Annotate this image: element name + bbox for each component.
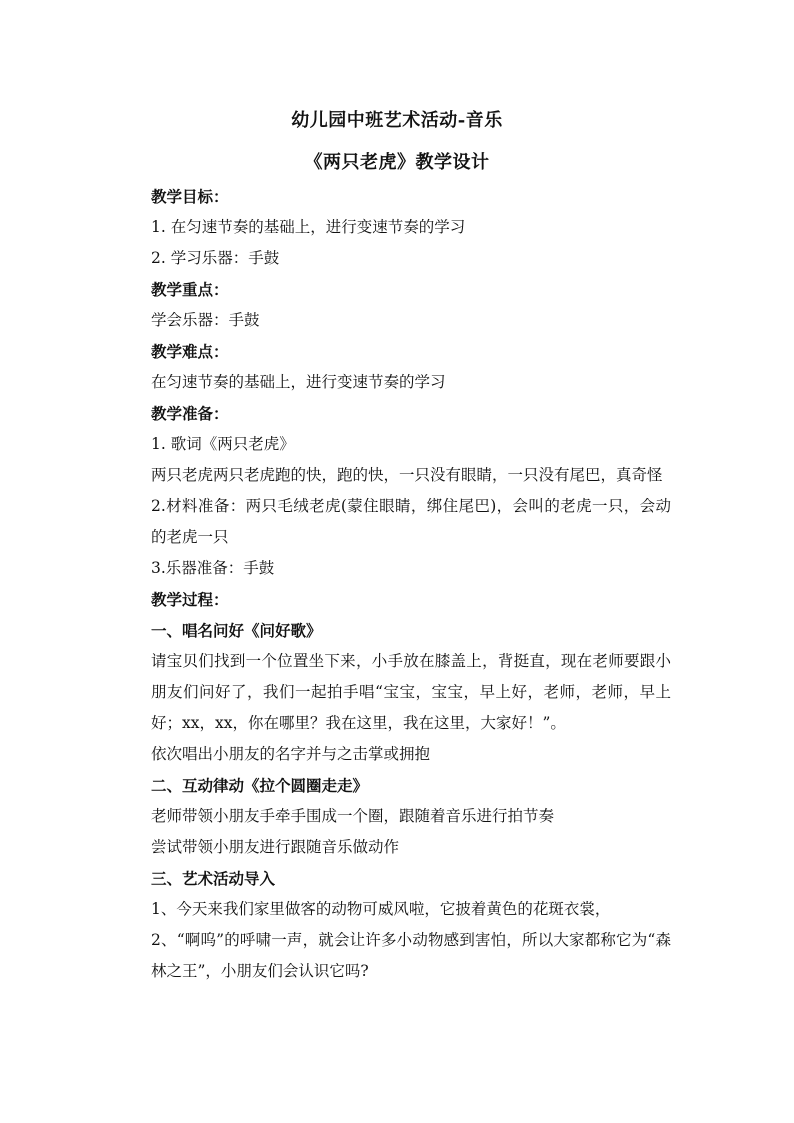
materials-text: 2.材料准备：两只毛绒老虎(蒙住眼睛，绑住尾巴)，会叫的老虎一只，会动的老虎一只: [151, 497, 671, 546]
document-subtitle: 《两只老虎》教学设计: [304, 152, 490, 173]
difficulties-text: 在匀速节奏的基础上，进行变速节奏的学习: [151, 373, 446, 391]
key-points-text: 学会乐器：手鼓: [151, 311, 260, 329]
document-title: 幼儿园中班艺术活动-音乐: [291, 110, 503, 131]
instruments-text: 3.乐器准备：手鼓: [151, 559, 275, 577]
section1-paragraph: 依次唱出小朋友的名字并与之击掌或拥抱: [151, 745, 431, 763]
goal-item: 2. 学习乐器：手鼓: [151, 249, 280, 267]
section1-paragraph: 请宝贝们找到一个位置坐下来，小手放在膝盖上，背挺直，现在老师要跟小朋友们问好了，我们一起拍手唱“宝宝，宝宝，早上好，老师，老师，早上好；xx，xx，你在哪里？我在这里，我在这里，大家好！”。: [151, 652, 671, 732]
goals-heading: 教学目标：: [151, 187, 229, 206]
lyrics-title: 1. 歌词《两只老虎》: [151, 435, 295, 453]
key-points-heading: 教学重点：: [151, 280, 229, 299]
section2-heading: 二、互动律动《拉个圆圈走走》: [151, 776, 369, 795]
section3-paragraph: 1、今天来我们家里做客的动物可威风啦，它披着黄色的花斑衣裳，: [151, 900, 611, 918]
preparation-heading: 教学准备：: [151, 404, 229, 423]
section3-paragraph: 2、“啊呜”的呼啸一声，就会让许多小动物感到害怕，所以大家都称它为“森林之王”，小朋友们会认识它吗?: [151, 931, 671, 980]
goal-item: 1. 在匀速节奏的基础上，进行变速节奏的学习: [151, 218, 466, 236]
section1-heading: 一、唱名问好《问好歌》: [151, 621, 322, 640]
section2-paragraph: 老师带领小朋友手牵手围成一个圈，跟随着音乐进行拍节奏: [151, 807, 555, 825]
section2-paragraph: 尝试带领小朋友进行跟随音乐做动作: [151, 838, 400, 856]
difficulties-heading: 教学难点：: [151, 342, 229, 361]
document-body: [151, 181, 681, 987]
lyrics-text: 两只老虎两只老虎跑的快，跑的快，一只没有眼睛，一只没有尾巴，真奇怪: [151, 466, 663, 484]
section3-heading: 三、艺术活动导入: [151, 869, 276, 888]
process-heading: 教学过程：: [151, 590, 229, 609]
